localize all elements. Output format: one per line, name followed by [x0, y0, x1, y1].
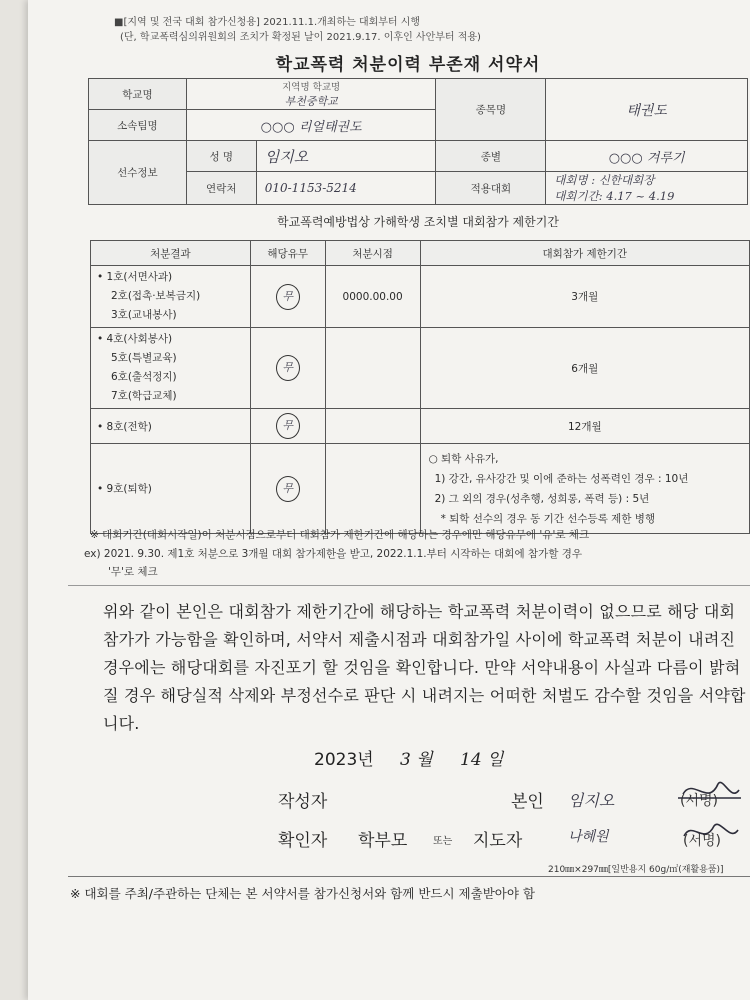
note-line-3: '무'로 체크	[108, 566, 158, 578]
row2-items	[91, 328, 251, 409]
row4-items	[91, 444, 251, 534]
date-day: 14 일	[460, 750, 504, 770]
row2-item: • 4호(사회봉사)	[97, 333, 173, 345]
document-sheet	[28, 0, 750, 1000]
paper-spec: 210㎜×297㎜[일반용지 60g/㎡(재활용품)]	[548, 865, 724, 875]
school-value: 부천중학교	[284, 95, 338, 108]
event-label: 종목명	[436, 79, 546, 141]
row4-mark: 무	[276, 476, 300, 502]
competition-name: 대회명 : 신한대회장	[554, 173, 655, 187]
school-cell	[186, 79, 436, 110]
divider	[68, 585, 750, 586]
row1-mark-cell	[250, 266, 325, 328]
row2-limit: 6개월	[420, 328, 749, 409]
note-line-1: ※ 대회기간(대회시작일)이 처분시점으로부터 대회참가 제한기간에 해당하는 경우에만 해당유무에 '유'로 체크	[90, 529, 590, 541]
note-line-2: ex) 2021. 9.30. 제1호 처분으로 3개월 대회 참가제한을 받고, 2022.1.1.부터 시작하는 대회에 참가할 경우	[84, 548, 582, 560]
row1-limit: 3개월	[420, 266, 749, 328]
contact-label: 연락처	[186, 172, 256, 205]
footer-note: ※ 대회를 주최/주관하는 단체는 본 서약서를 참가신청서와 함께 반드시 제출받아야 함	[70, 886, 535, 901]
coach-label: 지도자	[473, 831, 523, 851]
writer-label: 작성자	[278, 792, 328, 812]
gender-label: 종별	[436, 141, 546, 172]
row4-item: • 9호(퇴학)	[97, 483, 152, 495]
row4-mark-cell	[250, 444, 325, 534]
row1-items	[91, 266, 251, 328]
competition-label: 적용대회	[436, 172, 546, 205]
coach-name: 나혜원	[568, 829, 609, 845]
row3-items	[91, 409, 251, 444]
row2-item: 5호(특별교육)	[111, 352, 177, 364]
row1-item: • 1호(서면사과)	[97, 271, 173, 283]
name-label: 성 명	[186, 141, 256, 172]
team-label: 소속팀명	[89, 110, 187, 141]
team-value: ○○○ 리얼태권도	[186, 110, 436, 141]
row3-mark-cell	[250, 409, 325, 444]
or-label: 또는	[433, 836, 453, 847]
competition-period: 대회기간: 4.17 ~ 4.19	[554, 189, 675, 203]
name-value: 임지오	[256, 141, 436, 172]
section-title: 학교폭력예방법상 가해학생 조치별 대회참가 제한기간	[277, 215, 559, 229]
player-label: 선수정보	[89, 141, 187, 205]
notice-line-2: (단, 학교폭력심의위원회의 조치가 확정된 날이 2021.9.17. 이후인 사안부터 적용)	[120, 32, 481, 43]
row2-item: 7호(학급교체)	[111, 390, 177, 402]
row4-limit-line: 1) 강간, 유사강간 및 이에 준하는 성폭력인 경우 : 10년	[434, 472, 689, 485]
contact-value: 010-1153-5214	[256, 172, 436, 205]
self-label: 본인	[511, 792, 544, 812]
school-placeholder: 지역명 학교명	[282, 82, 341, 93]
signature-scribble	[676, 816, 744, 852]
header-date: 처분시점	[325, 241, 420, 266]
row3-limit: 12개월	[420, 409, 749, 444]
row1-item: 3호(교내봉사)	[111, 309, 177, 321]
confirm-label: 확인자	[278, 831, 328, 851]
row4-date	[325, 444, 420, 534]
discipline-table	[90, 240, 750, 534]
document-title: 학교폭력 처분이력 부존재 서약서	[275, 55, 541, 75]
row3-date	[325, 409, 420, 444]
header-applicable: 해당유무	[250, 241, 325, 266]
row1-mark: 무	[276, 284, 300, 310]
header-limit: 대회참가 제한기간	[420, 241, 749, 266]
info-table	[88, 78, 748, 205]
row3-mark: 무	[276, 413, 300, 439]
row3-item: • 8호(전학)	[97, 420, 152, 433]
notice-line-1: ■[지역 및 전국 대회 참가신청용] 2021.11.1.개최하는 대회부터 시행	[114, 17, 421, 28]
row4-limit	[420, 444, 749, 534]
school-label: 학교명	[89, 79, 187, 110]
sign1-label: (서명)	[680, 793, 718, 809]
sign2-label: (서명)	[683, 833, 721, 849]
row4-limit-line: ○ 퇴학 사유가,	[428, 452, 499, 465]
row2-date	[325, 328, 420, 409]
row4-limit-line: * 퇴학 선수의 경우 동 기간 선수등록 제한 병행	[440, 512, 656, 525]
date-year: 2023년	[314, 750, 374, 770]
row2-item: 6호(출석정지)	[111, 371, 177, 383]
signature-scribble	[673, 772, 743, 812]
event-value: 태권도	[546, 79, 748, 141]
footer-divider	[68, 876, 750, 877]
pledge-paragraph: 위와 같이 본인은 대회참가 제한기간에 해당하는 학교폭력 처분이력이 없으므로 해당 대회 참가가 가능함을 확인하며, 서약서 제출시점과 대회참가일 사이에 학교폭력 처분이 내려진 경우에는 해당대회를 자진포기 할 것임을 확인합니다. 만약 서약내용이 사실과 다름이 밝혀질 경우 해당실적 삭제와 부정선수로 판단 시 내려지는 어떠한 처벌도 감수할 것임을 서약합니다.	[103, 602, 746, 733]
date-month: 3 월	[400, 750, 433, 770]
self-name: 임지오	[568, 791, 615, 810]
competition-cell	[546, 172, 748, 205]
gender-value: ○○○ 겨루기	[546, 141, 748, 172]
row2-mark: 무	[276, 355, 300, 381]
header-result: 처분결과	[91, 241, 251, 266]
row1-item: 2호(접촉·보복금지)	[111, 290, 201, 302]
row1-date: 0000.00.00	[325, 266, 420, 328]
row2-mark-cell	[250, 328, 325, 409]
row4-limit-line: 2) 그 외의 경우(성추행, 성희롱, 폭력 등) : 5년	[434, 492, 650, 505]
parent-label: 학부모	[358, 831, 408, 851]
